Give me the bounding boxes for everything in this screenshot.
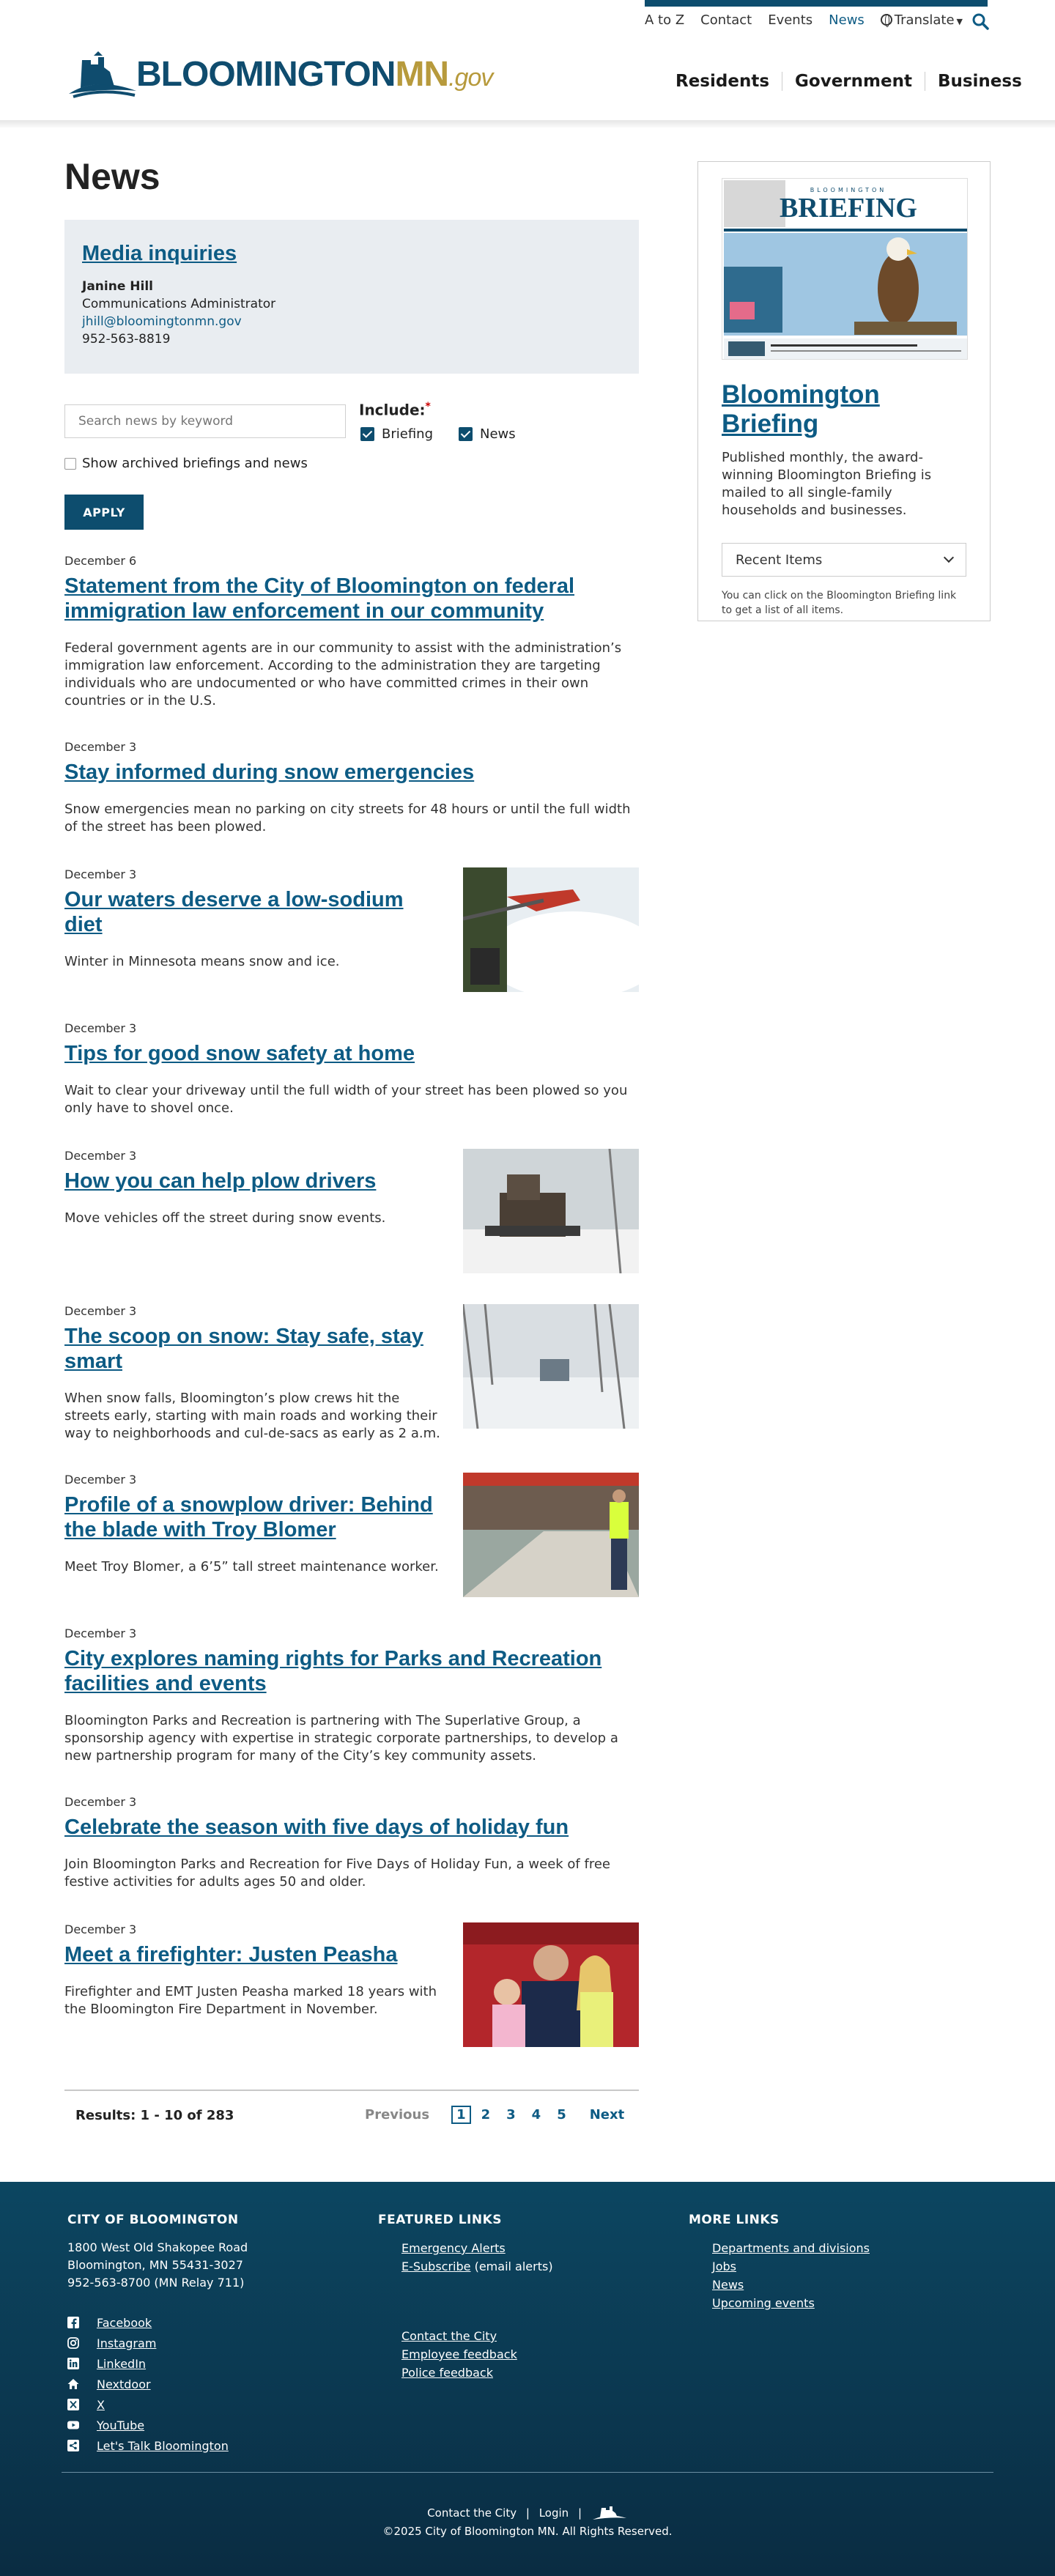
include-label: Include:* [359, 401, 431, 419]
footer-logo-icon [591, 2505, 628, 2523]
news-summary: Snow emergencies mean no parking on city streets for 48 hours or until the full width of the street has been plowed. [64, 802, 631, 834]
footer-city-heading: CITY OF BLOOMINGTON [67, 2213, 239, 2227]
header-divider [0, 120, 1055, 127]
social-links [67, 2312, 248, 2456]
utility-link-a-to-z[interactable]: A to Z [645, 12, 685, 28]
briefing-sidebar [697, 161, 991, 621]
employee-feedback-link[interactable]: Employee feedback [401, 2347, 517, 2361]
news-date: December 3 [64, 1795, 137, 1809]
footer-address-line2: Bloomington, MN 55431-3027 [67, 2258, 243, 2272]
news-image[interactable] [463, 1473, 639, 1597]
footer-divider [62, 2472, 993, 2473]
login-link[interactable]: Login [538, 2506, 569, 2520]
news-item [64, 1149, 639, 1227]
news-item [64, 554, 639, 710]
globe-icon [881, 14, 892, 26]
previous-page-button[interactable]: Previous [365, 2107, 430, 2122]
briefing-note: You can click on the Bloomington Briefing link to get a list of all items. [722, 590, 957, 616]
news-summary: Wait to clear your driveway until the full width of your street has been plowed so you only have to shovel once. [64, 1083, 628, 1116]
news-link[interactable]: News [712, 2278, 744, 2292]
news-item [64, 1473, 639, 1576]
news-item [64, 1922, 639, 2018]
social-x[interactable]: X [67, 2394, 248, 2415]
social-facebook[interactable]: Facebook [67, 2312, 248, 2333]
utility-link-news[interactable]: News [829, 12, 865, 28]
footer-phone: 952-563-8700 (MN Relay 711) [67, 2276, 245, 2290]
police-feedback-link[interactable]: Police feedback [401, 2366, 493, 2380]
news-date: December 3 [64, 1922, 137, 1936]
page-2-button[interactable]: 2 [481, 2107, 491, 2122]
top-accent-bar [645, 0, 988, 7]
footer-bottom: Contact the City | Login | ©2025 City of Bloomington MN. All Rights Reserved. [0, 2504, 1055, 2540]
emergency-alerts-link[interactable]: Emergency Alerts [401, 2241, 506, 2255]
linkedin-icon [67, 2358, 79, 2369]
chevron-down-icon [944, 552, 954, 563]
page-5-button[interactable]: 5 [557, 2107, 566, 2122]
logo-name: BLOOMINGTON [136, 55, 396, 94]
news-date: December 3 [64, 740, 137, 754]
footer-more-column [689, 2213, 870, 2312]
esubscribe-suffix: (email alerts) [470, 2259, 553, 2273]
contact-name: Janine Hill [82, 279, 153, 294]
nav-residents[interactable]: Residents [675, 72, 770, 91]
next-page-button[interactable]: Next [589, 2107, 625, 2122]
instagram-icon [67, 2337, 79, 2349]
footer-featured-column [378, 2213, 553, 2382]
utility-nav [645, 10, 963, 29]
cover-kicker: BLOOMINGTON [810, 187, 887, 193]
news-title-link[interactable]: Meet a firefighter: Justen Peasha [64, 1943, 398, 1966]
news-image[interactable] [463, 867, 639, 992]
news-date: December 3 [64, 1626, 137, 1640]
news-date: December 3 [64, 1473, 137, 1487]
social-instagram[interactable]: Instagram [67, 2333, 248, 2353]
briefing-cover-image[interactable] [722, 178, 968, 360]
search-icon[interactable] [971, 12, 989, 30]
x-logo-icon [67, 2399, 79, 2410]
news-date: December 3 [64, 1149, 137, 1163]
jobs-link[interactable]: Jobs [712, 2259, 736, 2273]
media-inquiries-heading[interactable]: Media inquiries [82, 242, 237, 265]
social-nextdoor[interactable]: Nextdoor [67, 2374, 248, 2394]
required-marker: * [425, 401, 431, 412]
news-item [64, 1304, 639, 1443]
news-image[interactable] [463, 1149, 639, 1273]
news-title-link[interactable]: How you can help plow drivers [64, 1169, 377, 1193]
house-icon [67, 2378, 79, 2390]
news-summary: Meet Troy Blomer, a 6’5” tall street maintenance worker. [64, 1559, 439, 1574]
search-news-input[interactable] [64, 404, 346, 438]
news-title-link[interactable]: Statement from the City of Bloomington on federal immigration law enforcement in our community [64, 574, 575, 623]
news-item [64, 1795, 639, 1891]
translate-button[interactable]: Translate ▼ [881, 12, 963, 28]
news-summary: Firefighter and EMT Justen Peasha marked 18 years with the Bloomington Fire Department in November. [64, 1984, 437, 2017]
pagination [365, 2106, 624, 2124]
news-item [64, 867, 639, 971]
news-image[interactable] [463, 1304, 639, 1429]
social-lets-talk[interactable]: Let's Talk Bloomington [67, 2435, 248, 2456]
departments-link[interactable]: Departments and divisions [712, 2241, 870, 2255]
social-youtube[interactable]: YouTube [67, 2415, 248, 2435]
footer-more-heading: MORE LINKS [689, 2213, 780, 2227]
main-nav [675, 72, 1022, 91]
results-count: Results: 1 - 10 of 283 [75, 2108, 234, 2123]
news-summary: Bloomington Parks and Recreation is partnering with The Superlative Group, a sponsorship agency with expertise in strategic corporate partnerships, to develop a new partnership program for many of the City’s key community assets. [64, 1713, 618, 1763]
news-summary: Move vehicles off the street during snow events. [64, 1210, 386, 1226]
page-4-button[interactable]: 4 [531, 2107, 541, 2122]
briefing-checkbox[interactable]: Briefing [360, 426, 433, 442]
media-inquiries-box [64, 220, 639, 374]
news-checkbox[interactable]: News [459, 426, 516, 442]
news-summary: Join Bloomington Parks and Recreation for Five Days of Holiday Fun, a week of free festive activities for adults ages 50 and older. [64, 1857, 610, 1890]
news-title-link[interactable]: Tips for good snow safety at home [64, 1042, 415, 1065]
page-title: News [64, 156, 160, 197]
logo-skyline-icon [66, 50, 139, 104]
news-date: December 3 [64, 867, 137, 881]
briefing-description: Published monthly, the award-winning Bloomington Briefing is mailed to all single-family households and businesses. [722, 450, 932, 518]
briefing-title-link[interactable]: Bloomington Briefing [722, 380, 880, 438]
esubscribe-link[interactable]: E-Subscribe [401, 2259, 471, 2273]
news-summary: Federal government agents are in our community to assist with the administration’s immigration law enforcement. According to the administration they are targeting individuals who are undocumented or who have committed crimes in their own countries or in the U.S. [64, 640, 622, 708]
upcoming-events-link[interactable]: Upcoming events [712, 2296, 815, 2310]
archived-checkbox[interactable]: Show archived briefings and news [64, 456, 308, 471]
nav-business[interactable]: Business [925, 72, 1022, 91]
youtube-icon [67, 2419, 79, 2431]
news-item [64, 1021, 639, 1117]
facebook-icon [67, 2317, 79, 2328]
news-summary: Winter in Minnesota means snow and ice. [64, 954, 340, 969]
contact-role: Communications Administrator [82, 297, 276, 311]
nav-government[interactable]: Government [782, 72, 925, 91]
news-title-link[interactable]: City explores naming rights for Parks and Recreation facilities and events [64, 1647, 602, 1695]
utility-link-contact[interactable]: Contact [700, 12, 752, 28]
news-title-link[interactable]: Profile of a snowplow driver: Behind the blade with Troy Blomer [64, 1493, 433, 1541]
page-3-button[interactable]: 3 [506, 2107, 516, 2122]
news-date: December 3 [64, 1304, 137, 1318]
footer-city-column [67, 2213, 248, 2456]
news-date: December 3 [64, 1021, 137, 1035]
news-item [64, 740, 639, 836]
copyright: ©2025 City of Bloomington MN. All Rights Reserved. [382, 2524, 673, 2538]
contact-city-link[interactable]: Contact the City [401, 2329, 497, 2343]
news-title-link[interactable]: The scoop on snow: Stay safe, stay smart [64, 1325, 423, 1373]
footer-address-line1: 1800 West Old Shakopee Road [67, 2240, 248, 2254]
news-item [64, 1626, 639, 1765]
news-title-link[interactable]: Our waters deserve a low-sodium diet [64, 888, 404, 936]
news-title-link[interactable]: Stay informed during snow emergencies [64, 760, 475, 784]
contact-email-link[interactable]: jhill@bloomingtonmn.gov [82, 314, 242, 329]
checkbox-checked-icon [360, 427, 374, 441]
utility-link-events[interactable]: Events [768, 12, 813, 28]
pagination-divider [64, 2090, 639, 2091]
cover-title: BRIEFING [780, 193, 917, 223]
social-linkedin[interactable]: LinkedIn [67, 2353, 248, 2374]
news-summary: When snow falls, Bloomington’s plow crews hit the streets early, starting with main roads and working their way to neighborhoods and cul-de-sacs as early as 2 a.m. [64, 1391, 440, 1441]
apply-button[interactable]: APPLY [64, 495, 144, 530]
chevron-down-icon: ▼ [956, 16, 963, 26]
news-title-link[interactable]: Celebrate the season with five days of holiday fun [64, 1816, 569, 1839]
news-date: December 6 [64, 554, 137, 568]
logo-state: MN [395, 55, 449, 94]
checkbox-unchecked-icon [64, 458, 76, 470]
logo-gov: .gov [448, 64, 493, 92]
checkbox-checked-icon [459, 427, 473, 441]
news-image[interactable] [463, 1922, 639, 2047]
footer-contact-link[interactable]: Contact the City [427, 2506, 517, 2520]
footer-featured-heading: FEATURED LINKS [378, 2213, 502, 2227]
page-1-button[interactable]: 1 [451, 2106, 471, 2124]
city-logo[interactable] [66, 50, 493, 104]
contact-phone: 952-563-8819 [82, 332, 171, 347]
share-icon [67, 2440, 79, 2451]
site-footer [0, 2182, 1055, 2576]
recent-items-select[interactable]: Recent Items [722, 543, 966, 577]
